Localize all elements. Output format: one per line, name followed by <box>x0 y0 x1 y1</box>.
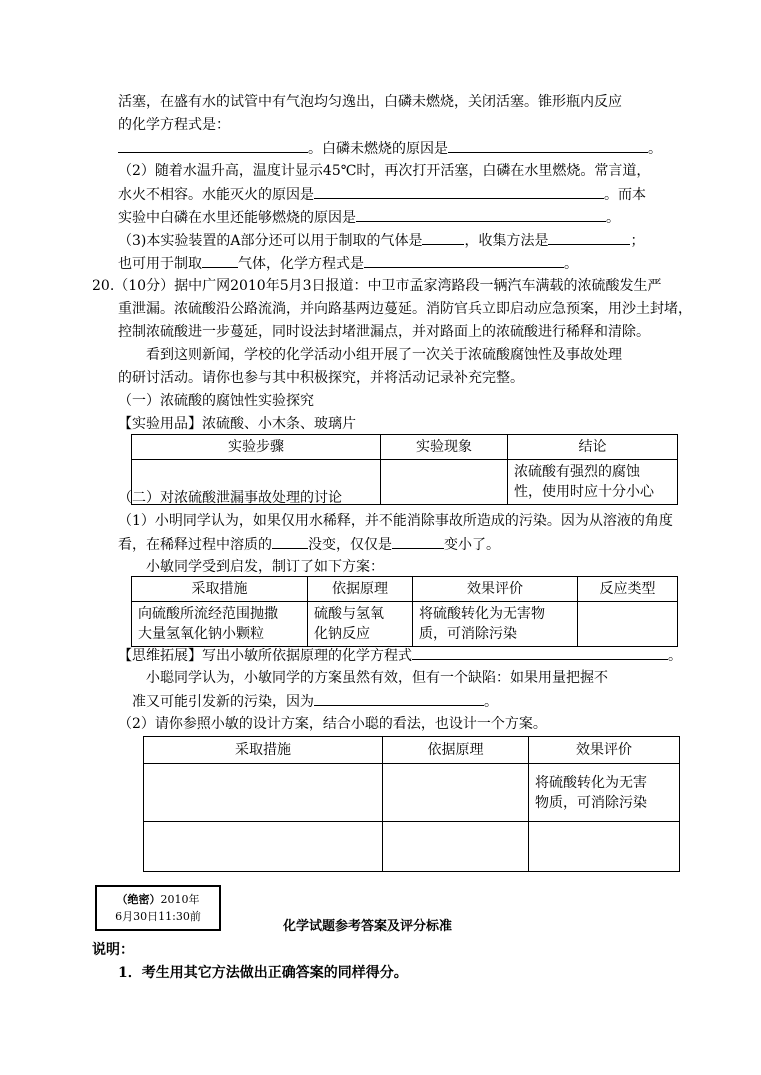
extension-line: 【思维拓展】写出小敏所依据原理的化学方程式 。 <box>118 645 682 666</box>
equation-blank[interactable] <box>118 138 308 153</box>
p2-line: （2）请你参照小敏的设计方案，结合小聪的看法，也设计一个方案。 <box>118 716 547 732</box>
note-label: 说明： <box>92 942 134 958</box>
p1-line-b: 看，在稀释过程中溶质的 没变，仅仅是 变小了。 <box>118 534 500 555</box>
col-header-reaction-type: 反应类型 <box>578 577 678 602</box>
col-header-principle: 依据原理 <box>383 737 529 764</box>
reason-blank[interactable] <box>448 138 648 153</box>
q19-line-1: 活塞，在盛有水的试管中有气泡均匀逸出，白磷未燃烧，关闭活塞。锥形瓶内反应 <box>118 94 622 110</box>
reaction-type-cell[interactable] <box>578 602 678 647</box>
extinguish-reason-blank[interactable] <box>314 184 604 199</box>
collect-method-blank[interactable] <box>548 230 630 245</box>
xiaocong-line-b: 准又可能引发新的污染，因为 。 <box>132 691 498 712</box>
q19-line-2: 的化学方程式是： <box>118 117 230 133</box>
materials: 【实验用品】浓硫酸、小木条、玻璃片 <box>118 416 356 432</box>
burn-reason-blank[interactable] <box>356 207 606 222</box>
own-effect-cell-2[interactable] <box>529 822 680 872</box>
col-header-principle: 依据原理 <box>308 577 413 602</box>
col-header-steps: 实验步骤 <box>132 435 381 460</box>
part1-title: （一）浓硫酸的腐蚀性实验探究 <box>118 393 314 409</box>
equation2-blank[interactable] <box>364 253 564 268</box>
own-measure-cell-2[interactable] <box>144 822 383 872</box>
col-header-measure: 采取措施 <box>144 737 383 764</box>
col-header-effect: 效果评价 <box>413 577 578 602</box>
q20-line-2: 重泄漏。浓硫酸沿公路流淌，并向路基两边蔓延。消防官兵立即启动应急预案，用沙土封堵， <box>118 301 692 317</box>
p1-line-a: （1）小明同学认为，如果仅用水稀释，并不能消除事故所造成的污染。因为从溶液的角度 <box>118 513 673 529</box>
effect-cell: 将硫酸转化为无害物 质，可消除污染 <box>413 602 578 647</box>
principle-cell: 硫酸与氢氧 化钠反应 <box>308 602 413 647</box>
col-header-effect: 效果评价 <box>529 737 680 764</box>
phenomenon-cell[interactable] <box>381 460 508 505</box>
xiaomin-plan-table <box>131 576 678 647</box>
q19-line-8: 也可用于制取 气体，化学方程式是 。 <box>118 253 578 274</box>
extension-equation-blank[interactable] <box>412 645 668 660</box>
measure-cell: 向硫酸所流经范围抛撒 大量氢氧化钠小颗粒 <box>132 602 308 647</box>
col-header-phenomenon: 实验现象 <box>381 435 508 460</box>
changed-blank[interactable] <box>392 534 444 549</box>
cong-reason-blank[interactable] <box>314 691 484 706</box>
q19-line-3: 。白磷未燃烧的原因是 。 <box>118 138 662 159</box>
q20-line-5: 的研讨活动。请你也参与其中积极探究，并将活动记录补充完整。 <box>118 370 524 386</box>
conclusion-cell: 浓硫酸有强烈的腐蚀 性，使用时应十分小心 <box>508 460 678 505</box>
col-header-measure: 采取措施 <box>132 577 308 602</box>
p1-line-c: 小敏同学受到启发，制订了如下方案： <box>146 559 384 575</box>
own-plan-table <box>143 736 680 872</box>
gas-blank[interactable] <box>422 230 464 245</box>
col-header-conclusion: 结论 <box>508 435 678 460</box>
q19-line-6: 实验中白磷在水里还能够燃烧的原因是 。 <box>118 207 620 228</box>
note-1: 1．考生用其它方法做出正确答案的同样得分。 <box>118 965 408 981</box>
xiaocong-line-a: 小聪同学认为，小敏同学的方案虽然有效，但有一个缺陷：如果用量把握不 <box>146 670 608 686</box>
q20-line-1: 20.（10分）据中广网2010年5月3日报道：中卫市孟家湾路段一辆汽车满载的浓硫酸发生严 <box>92 278 662 294</box>
own-principle-cell[interactable] <box>383 764 529 822</box>
gas2-blank[interactable] <box>202 253 238 268</box>
q19-line-5: 水火不相容。水能灭火的原因是 。而本 <box>118 184 646 205</box>
own-effect-cell: 将硫酸转化为无害 物质，可消除污染 <box>529 764 680 822</box>
q20-line-4: 看到这则新闻，学校的化学活动小组开展了一次关于浓硫酸腐蚀性及事故处理 <box>146 347 622 363</box>
part2-title: （二）对浓硫酸泄漏事故处理的讨论 <box>118 490 342 506</box>
q19-line-7: （3)本实验装置的A部分还可以用于制取的气体是 ，收集方法是 ； <box>118 230 644 251</box>
own-measure-cell[interactable] <box>144 764 383 822</box>
confidential-box: （绝密）2010年 6月30日11:30前 <box>95 885 221 931</box>
q19-line-4: （2）随着水温升高，温度计显示45℃时，再次打开活塞，白磷在水里燃烧。常言道， <box>118 163 651 179</box>
solute-blank[interactable] <box>272 534 308 549</box>
answer-title: 化学试题参考答案及评分标准 <box>283 919 453 934</box>
own-principle-cell-2[interactable] <box>383 822 529 872</box>
q20-line-3: 控制浓硫酸进一步蔓延，同时设法封堵泄漏点，并对路面上的浓硫酸进行稀释和清除。 <box>118 324 650 340</box>
